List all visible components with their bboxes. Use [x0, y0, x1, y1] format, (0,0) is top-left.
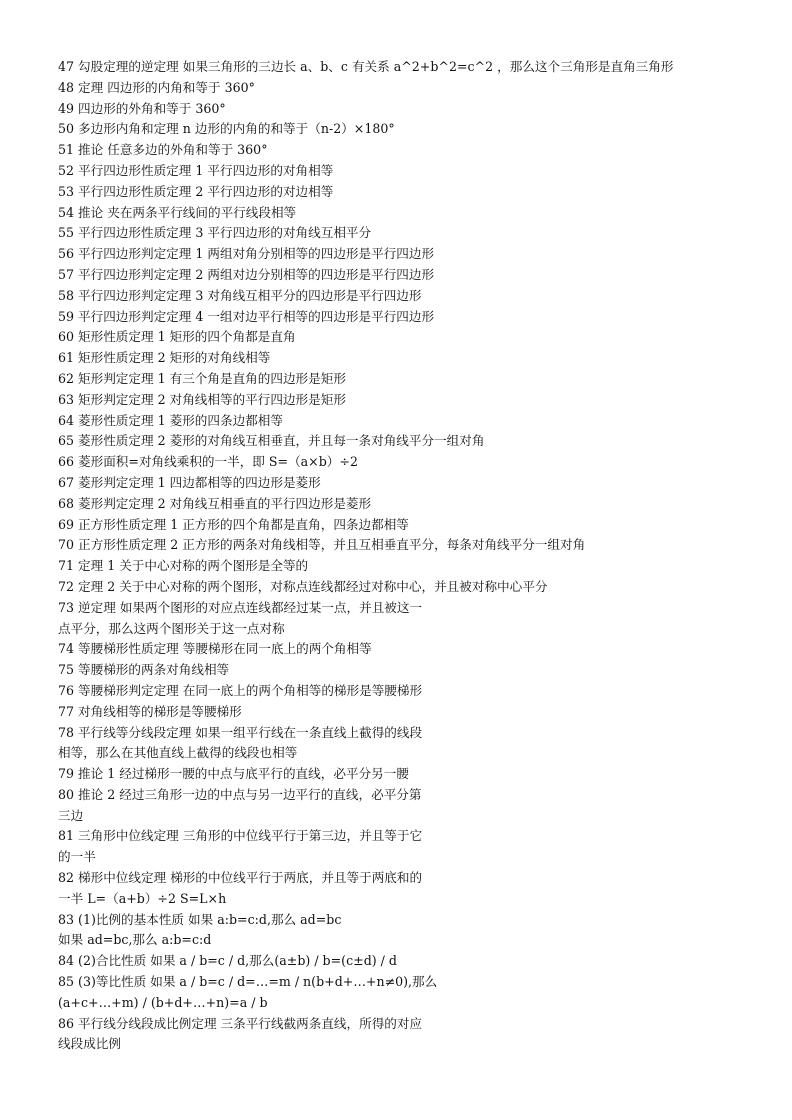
text-line: 67 菱形判定定理 1 四边都相等的四边形是菱形 [58, 474, 321, 490]
text-line: 79 推论 1 经过梯形一腰的中点与底平行的直线，必平分另一腰 [58, 766, 409, 782]
text-line: 相等，那么在其他直线上截得的线段也相等 [58, 745, 298, 761]
text-line: 74 等腰梯形性质定理 等腰梯形在同一底上的两个角相等 [58, 641, 372, 657]
text-line: (a+c+…+m) / (b+d+…+n)=a / b [58, 994, 268, 1010]
text-line: 51 推论 任意多边的外角和等于 360° [58, 142, 268, 158]
text-line: 80 推论 2 经过三角形一边的中点与另一边平行的直线，必平分第 [58, 786, 422, 802]
text-line: 84 (2)合比性质 如果 a / b=c / d,那么(a±b) / b=(c±d) / d [58, 953, 397, 969]
text-line: 72 定理 2 关于中心对称的两个图形，对称点连线都经过对称中心，并且被对称中心平分 [58, 578, 548, 594]
text-line: 线段成比例 [58, 1036, 121, 1052]
text-line: 52 平行四边形性质定理 1 平行四边形的对角相等 [58, 162, 334, 178]
text-line: 点平分，那么这两个图形关于这一点对称 [58, 620, 285, 636]
text-line: 73 逆定理 如果两个图形的对应点连线都经过某一点，并且被这一 [58, 599, 423, 615]
text-line: 61 矩形性质定理 2 矩形的对角线相等 [58, 350, 271, 366]
text-line: 三边 [58, 807, 84, 823]
text-line: 71 定理 1 关于中心对称的两个图形是全等的 [58, 558, 309, 574]
text-line: 如果 ad=bc,那么 a:b=c:d [58, 932, 212, 948]
document-page [58, 57, 758, 1055]
text-line: 85 (3)等比性质 如果 a / b=c / d=…=m / n(b+d+…+n≠0),那么 [58, 974, 438, 990]
text-line: 54 推论 夹在两条平行线间的平行线段相等 [58, 204, 297, 220]
text-line: 86 平行线分线段成比例定理 三条平行线截两条直线，所得的对应 [58, 1015, 423, 1031]
text-line: 76 等腰梯形判定定理 在同一底上的两个角相等的梯形是等腰梯形 [58, 682, 423, 698]
text-line: 59 平行四边形判定定理 4 一组对边平行相等的四边形是平行四边形 [58, 308, 435, 324]
text-line: 50 多边形内角和定理 n 边形的内角的和等于（n-2）×180° [58, 121, 395, 137]
text-line: 49 四边形的外角和等于 360° [58, 100, 226, 116]
text-line: 53 平行四边形性质定理 2 平行四边形的对边相等 [58, 183, 334, 199]
text-line: 的一半 [58, 849, 96, 865]
text-line: 63 矩形判定定理 2 对角线相等的平行四边形是矩形 [58, 391, 346, 407]
text-line: 81 三角形中位线定理 三角形的中位线平行于第三边，并且等于它 [58, 828, 423, 844]
text-line: 62 矩形判定定理 1 有三个角是直角的四边形是矩形 [58, 370, 346, 386]
text-line: 一半 L=（a+b）÷2 S=L×h [58, 890, 227, 906]
text-line: 66 菱形面积=对角线乘积的一半，即 S=（a×b）÷2 [58, 454, 358, 470]
text-line: 75 等腰梯形的两条对角线相等 [58, 662, 230, 678]
text-line: 60 矩形性质定理 1 矩形的四个角都是直角 [58, 329, 296, 345]
text-line: 48 定理 四边形的内角和等于 360° [58, 79, 255, 95]
text-line: 55 平行四边形性质定理 3 平行四边形的对角线互相平分 [58, 225, 372, 241]
text-line: 65 菱形性质定理 2 菱形的对角线互相垂直，并且每一条对角线平分一组对角 [58, 433, 485, 449]
text-line: 69 正方形性质定理 1 正方形的四个角都是直角，四条边都相等 [58, 516, 409, 532]
text-line: 47 勾股定理的逆定理 如果三角形的三边长 a、b、c 有关系 a^2+b^2=c^2 ，那么这个三角形是直角三角形 [58, 59, 674, 74]
text-line: 57 平行四边形判定定理 2 两组对边分别相等的四边形是平行四边形 [58, 266, 435, 282]
text-line: 64 菱形性质定理 1 菱形的四条边都相等 [58, 412, 283, 428]
text-line: 83 (1)比例的基本性质 如果 a:b=c:d,那么 ad=bc [58, 911, 342, 927]
text-line: 58 平行四边形判定定理 3 对角线互相平分的四边形是平行四边形 [58, 287, 422, 303]
text-line: 78 平行线等分线段定理 如果一组平行线在一条直线上截得的线段 [58, 724, 423, 740]
text-line: 68 菱形判定定理 2 对角线互相垂直的平行四边形是菱形 [58, 495, 372, 511]
text-line: 56 平行四边形判定定理 1 两组对角分别相等的四边形是平行四边形 [58, 246, 435, 262]
text-line: 82 梯形中位线定理 梯形的中位线平行于两底，并且等于两底和的 [58, 870, 423, 886]
text-line: 77 对角线相等的梯形是等腰梯形 [58, 703, 242, 719]
text-line: 70 正方形性质定理 2 正方形的两条对角线相等，并且互相垂直平分，每条对角线平分一组对角 [58, 537, 586, 553]
